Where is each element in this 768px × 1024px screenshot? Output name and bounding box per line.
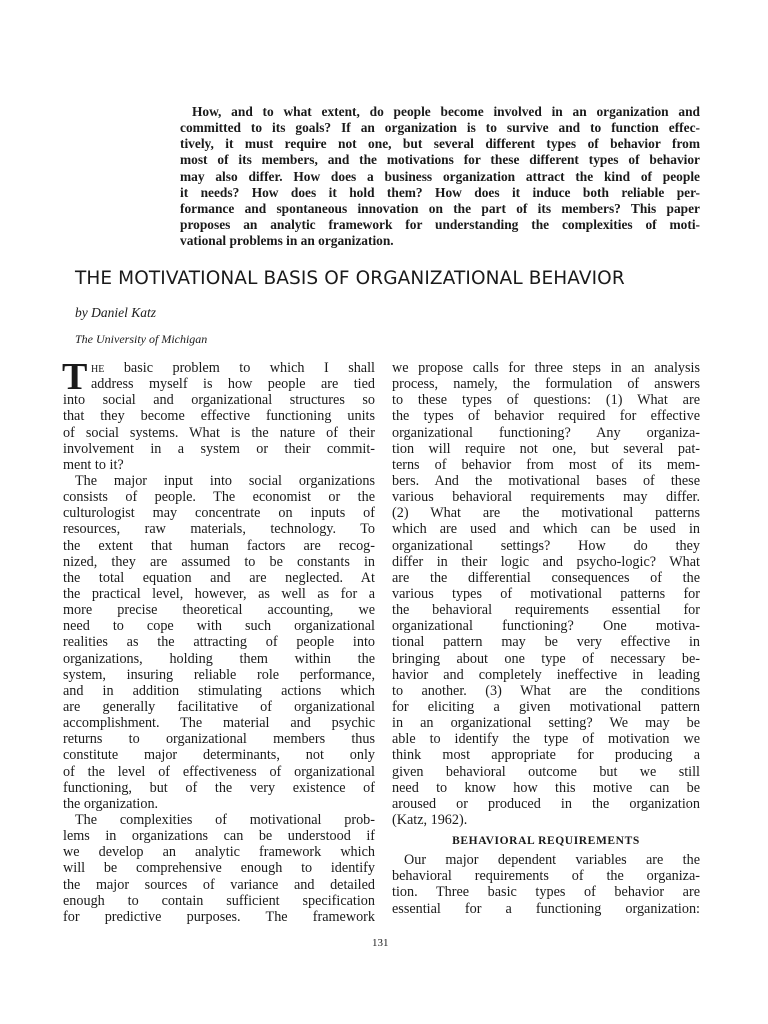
article-title: THE MOTIVATIONAL BASIS OF ORGANIZATIONAL BEHAVIOR [75, 268, 625, 289]
text-line: which are used and which can be used in [392, 521, 700, 538]
text-line: of the level of effectiveness of organizational [63, 763, 375, 780]
text-line: will be comprehensive enough to identify [63, 860, 375, 877]
text-line: functioning, but of the very existence of [63, 779, 375, 796]
section-heading: BEHAVIORAL REQUIREMENTS [452, 835, 640, 848]
text-line: the total equation and are neglected. At [63, 569, 375, 586]
text-line: (Katz, 1962). [392, 811, 468, 828]
abstract [180, 104, 700, 249]
text-line: nized, they are assumed to be constants in [63, 553, 375, 570]
text-line: in an organizational setting? We may be [392, 715, 700, 732]
text-line: consists of people. The economist or the [63, 489, 375, 506]
right-column [392, 360, 700, 917]
text-line: ment to it? [63, 456, 124, 473]
text-line: the behavioral requirements essential for [392, 602, 700, 619]
text-line: organizational functioning? Any organiza- [392, 424, 700, 441]
text-line: formance and spontaneous innovation on the part of its members? This paper [180, 200, 700, 216]
text-line: the major sources of variance and detailed [63, 876, 375, 893]
text-line: essential for a functioning organization: [392, 900, 700, 917]
text-line: culturologist may concentrate on inputs of [63, 505, 375, 522]
text-line: and in addition stimulating actions which [63, 682, 375, 699]
text-line: think most appropriate for producing a [392, 747, 700, 764]
text-line: organizations, holding them within the [63, 650, 375, 667]
text-line: bers. And the motivational bases of these [392, 472, 700, 489]
text-line: are the differential consequences of the [392, 569, 700, 586]
text-line: lems in organizations can be understood if [63, 828, 375, 845]
text-line: the types of behavior required for effective [392, 408, 700, 425]
text-line: havior and completely ineffective in leading [392, 666, 700, 683]
text-line: to another. (3) What are the conditions [392, 682, 700, 699]
text-line: behavioral requirements of the organiza- [392, 868, 700, 885]
text-line: we develop an analytic framework which [63, 844, 375, 861]
text-line: organizational functioning? One motiva- [392, 618, 700, 635]
text-line: need to cope with such organizational [63, 618, 375, 635]
text-line: tion. Three basic types of behavior are [392, 884, 700, 901]
drop-cap: T [62, 356, 88, 398]
text-line: tively, it must require not one, but several different types of behavior from [180, 136, 700, 152]
text-line: differ in their logic and psycho-logic? What [392, 553, 700, 570]
text-line: returns to organizational members thus [63, 731, 375, 748]
text-line: for predictive purposes. The framework [63, 908, 375, 925]
text-line: various types of motivational patterns for [392, 585, 700, 602]
text-line: for eliciting a given motivational pattern [392, 698, 700, 715]
text-line: to these types of questions: (1) What are [392, 392, 700, 409]
text-line: various behavioral requirements may differ. [392, 489, 700, 506]
text-line: process, namely, the formulation of answers [392, 376, 700, 393]
text-line: we propose calls for three steps in an analysis [392, 360, 700, 376]
page-number: 131 [372, 937, 389, 949]
text-line: constitute major determinants, not only [63, 747, 375, 764]
text-line: realities as the attracting of people into [63, 634, 375, 651]
text-line: organizational settings? How do they [392, 537, 700, 554]
text-line: that they become effective functioning units [63, 408, 375, 425]
text-line: more precise theoretical accounting, we [63, 602, 375, 619]
text-line: The major input into social organizations [75, 472, 375, 489]
text-line: How, and to what extent, do people become involved in an organization and [192, 104, 700, 119]
text-line: committed to its goals? If an organization is to survive and to function effec- [180, 120, 700, 136]
text-line: bringing about one type of necessary be- [392, 650, 700, 667]
text-line: aroused or produced in the organization [392, 795, 700, 812]
text-line: the extent that human factors are recog- [63, 537, 375, 554]
text-line: the organization. [63, 795, 159, 812]
byline: by Daniel Katz [75, 305, 156, 320]
text-line: given behavioral outcome but we still [392, 763, 700, 780]
text-line: resources, raw materials, technology. To [63, 521, 375, 538]
text-line: tional pattern may be very effective in [392, 634, 700, 651]
text-line: most of its members, and the motivations for these different types of behavior [180, 152, 700, 168]
text-line: are generally facilitative of organizational [63, 698, 375, 715]
text-line: able to identify the type of motivation we [392, 731, 700, 748]
left-column [62, 356, 375, 925]
text-line: it needs? How does it hold them? How does it induce both reliable per- [180, 184, 700, 200]
text-line [63, 360, 375, 376]
text-line: accomplishment. The material and psychic [63, 715, 375, 732]
text-line: involvement in a system or their commit- [63, 440, 375, 457]
text-line: of social systems. What is the nature of their [63, 424, 375, 441]
affiliation: The University of Michigan [75, 332, 208, 346]
text-line: address myself is how people are tied [91, 376, 375, 393]
small-caps: HE [91, 364, 105, 375]
text-line: vational problems in an organization. [180, 233, 394, 249]
text-line: system, insuring reliable role performance, [63, 666, 375, 683]
text-line: terns of behavior from most of its mem- [392, 456, 700, 473]
text-line: proposes an analytic framework for understanding the complexities of moti- [180, 216, 700, 232]
text-span: basic problem to which I shall [104, 360, 375, 376]
text-line: into social and organizational structures so [63, 392, 375, 409]
text-line: enough to contain sufficient specification [63, 892, 375, 909]
text-line: need to know how this motive can be [392, 779, 700, 796]
text-line: (2) What are the motivational patterns [392, 505, 700, 522]
text-line: Our major dependent variables are the [404, 852, 700, 869]
text-line: the practical level, however, as well as for a [63, 585, 375, 602]
text-line: may also differ. How does a business organization attract the kind of people [180, 168, 700, 184]
text-line: The complexities of motivational prob- [75, 811, 375, 828]
text-line: tion will require not one, but several pat- [392, 440, 700, 457]
